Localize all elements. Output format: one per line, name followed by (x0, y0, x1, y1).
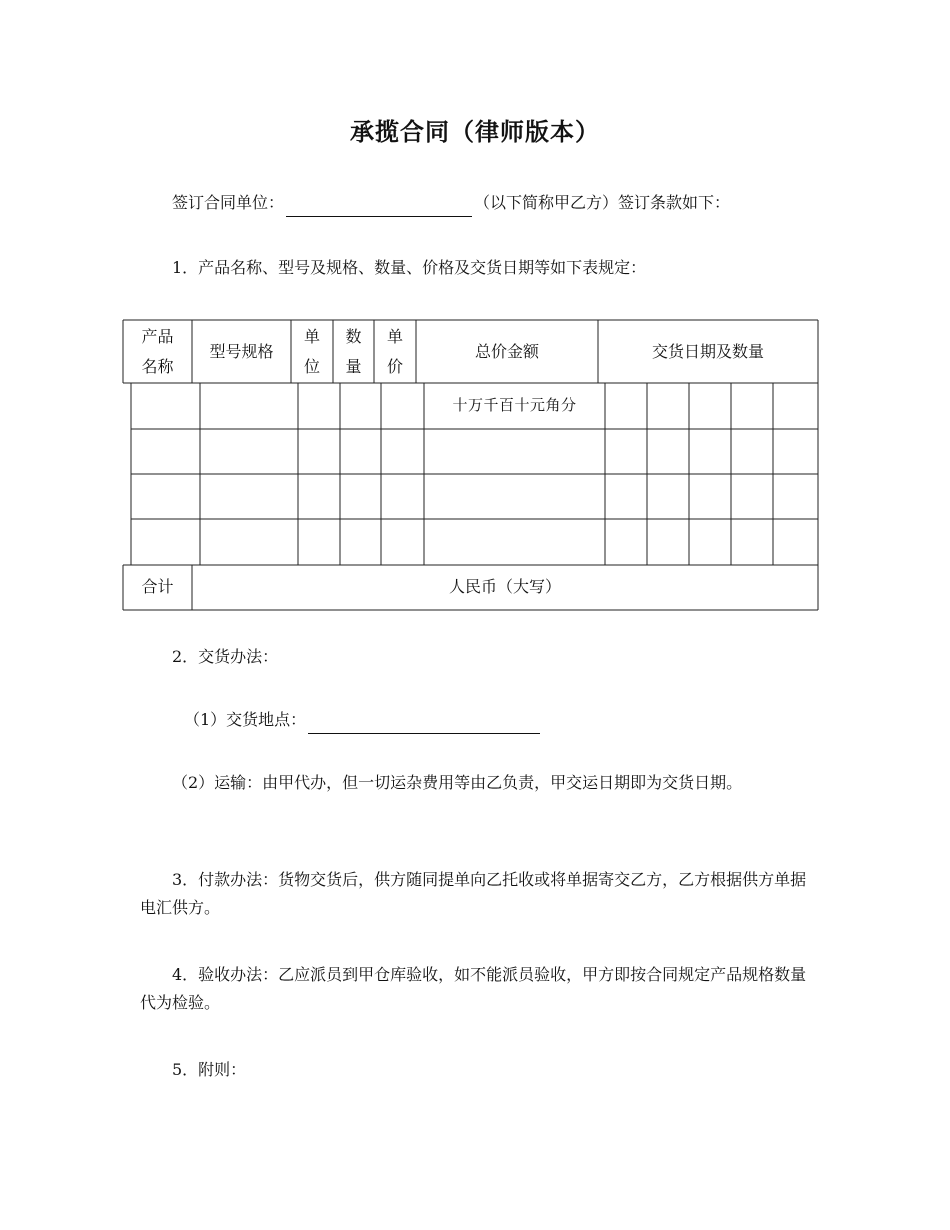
amount-digit-labels: 十万千百十元角分 (452, 396, 577, 414)
intro-prefix: 签订合同单位： (172, 193, 285, 212)
contract-party-blank[interactable] (286, 196, 472, 217)
clause-1: 1．产品名称、型号及规格、数量、价格及交货日期等如下表规定： (172, 258, 647, 277)
header-quantity: 数量 (345, 327, 362, 376)
clause-2-1-label: （1）交货地点： (184, 710, 307, 729)
cell-model-input[interactable] (201, 384, 297, 428)
clause-3: 3．付款办法：货物交货后，供方随同提单向乙托收或将单据寄交乙方，乙方根据供方单据电汇供方。 (140, 870, 807, 917)
intro-suffix: （以下简称甲乙方）签订条款如下： (474, 193, 731, 212)
cell-total-amount-input[interactable] (425, 430, 604, 473)
header-delivery-date-qty: 交货日期及数量 (651, 342, 764, 361)
clause-2-2: （2）运输：由甲代办，但一切运杂费用等由乙负责，甲交运日期即为交货日期。 (172, 773, 743, 792)
clause-2-1-line (140, 706, 820, 734)
header-unit-price: 单价 (386, 327, 403, 376)
total-label: 合计 (141, 577, 174, 596)
header-product-name: 产品名称 (141, 327, 174, 376)
cell-product-name-input[interactable] (132, 520, 199, 564)
cell-product-name-input[interactable] (132, 475, 199, 518)
delivery-location-blank[interactable] (308, 713, 540, 734)
cell-product-name-input[interactable] (132, 430, 199, 473)
total-rmb-uppercase[interactable]: 人民币（大写） (448, 577, 561, 596)
header-unit: 单位 (303, 327, 320, 376)
document-title: 承揽合同（律师版本） (350, 117, 600, 146)
cell-total-amount-input[interactable] (425, 475, 604, 518)
clause-5: 5．附则： (172, 1060, 247, 1079)
intro-line (140, 189, 820, 217)
clause-4: 4．验收办法：乙应派员到甲仓库验收，如不能派员验收，甲方即按合同规定产品规格数量代为检验。 (140, 965, 807, 1012)
header-model-spec: 型号规格 (209, 342, 274, 361)
cell-product-name-input[interactable] (132, 384, 199, 428)
cell-total-amount-input[interactable] (425, 520, 604, 564)
clause-2: 2．交货办法： (172, 647, 279, 666)
header-total-amount: 总价金额 (474, 342, 539, 361)
